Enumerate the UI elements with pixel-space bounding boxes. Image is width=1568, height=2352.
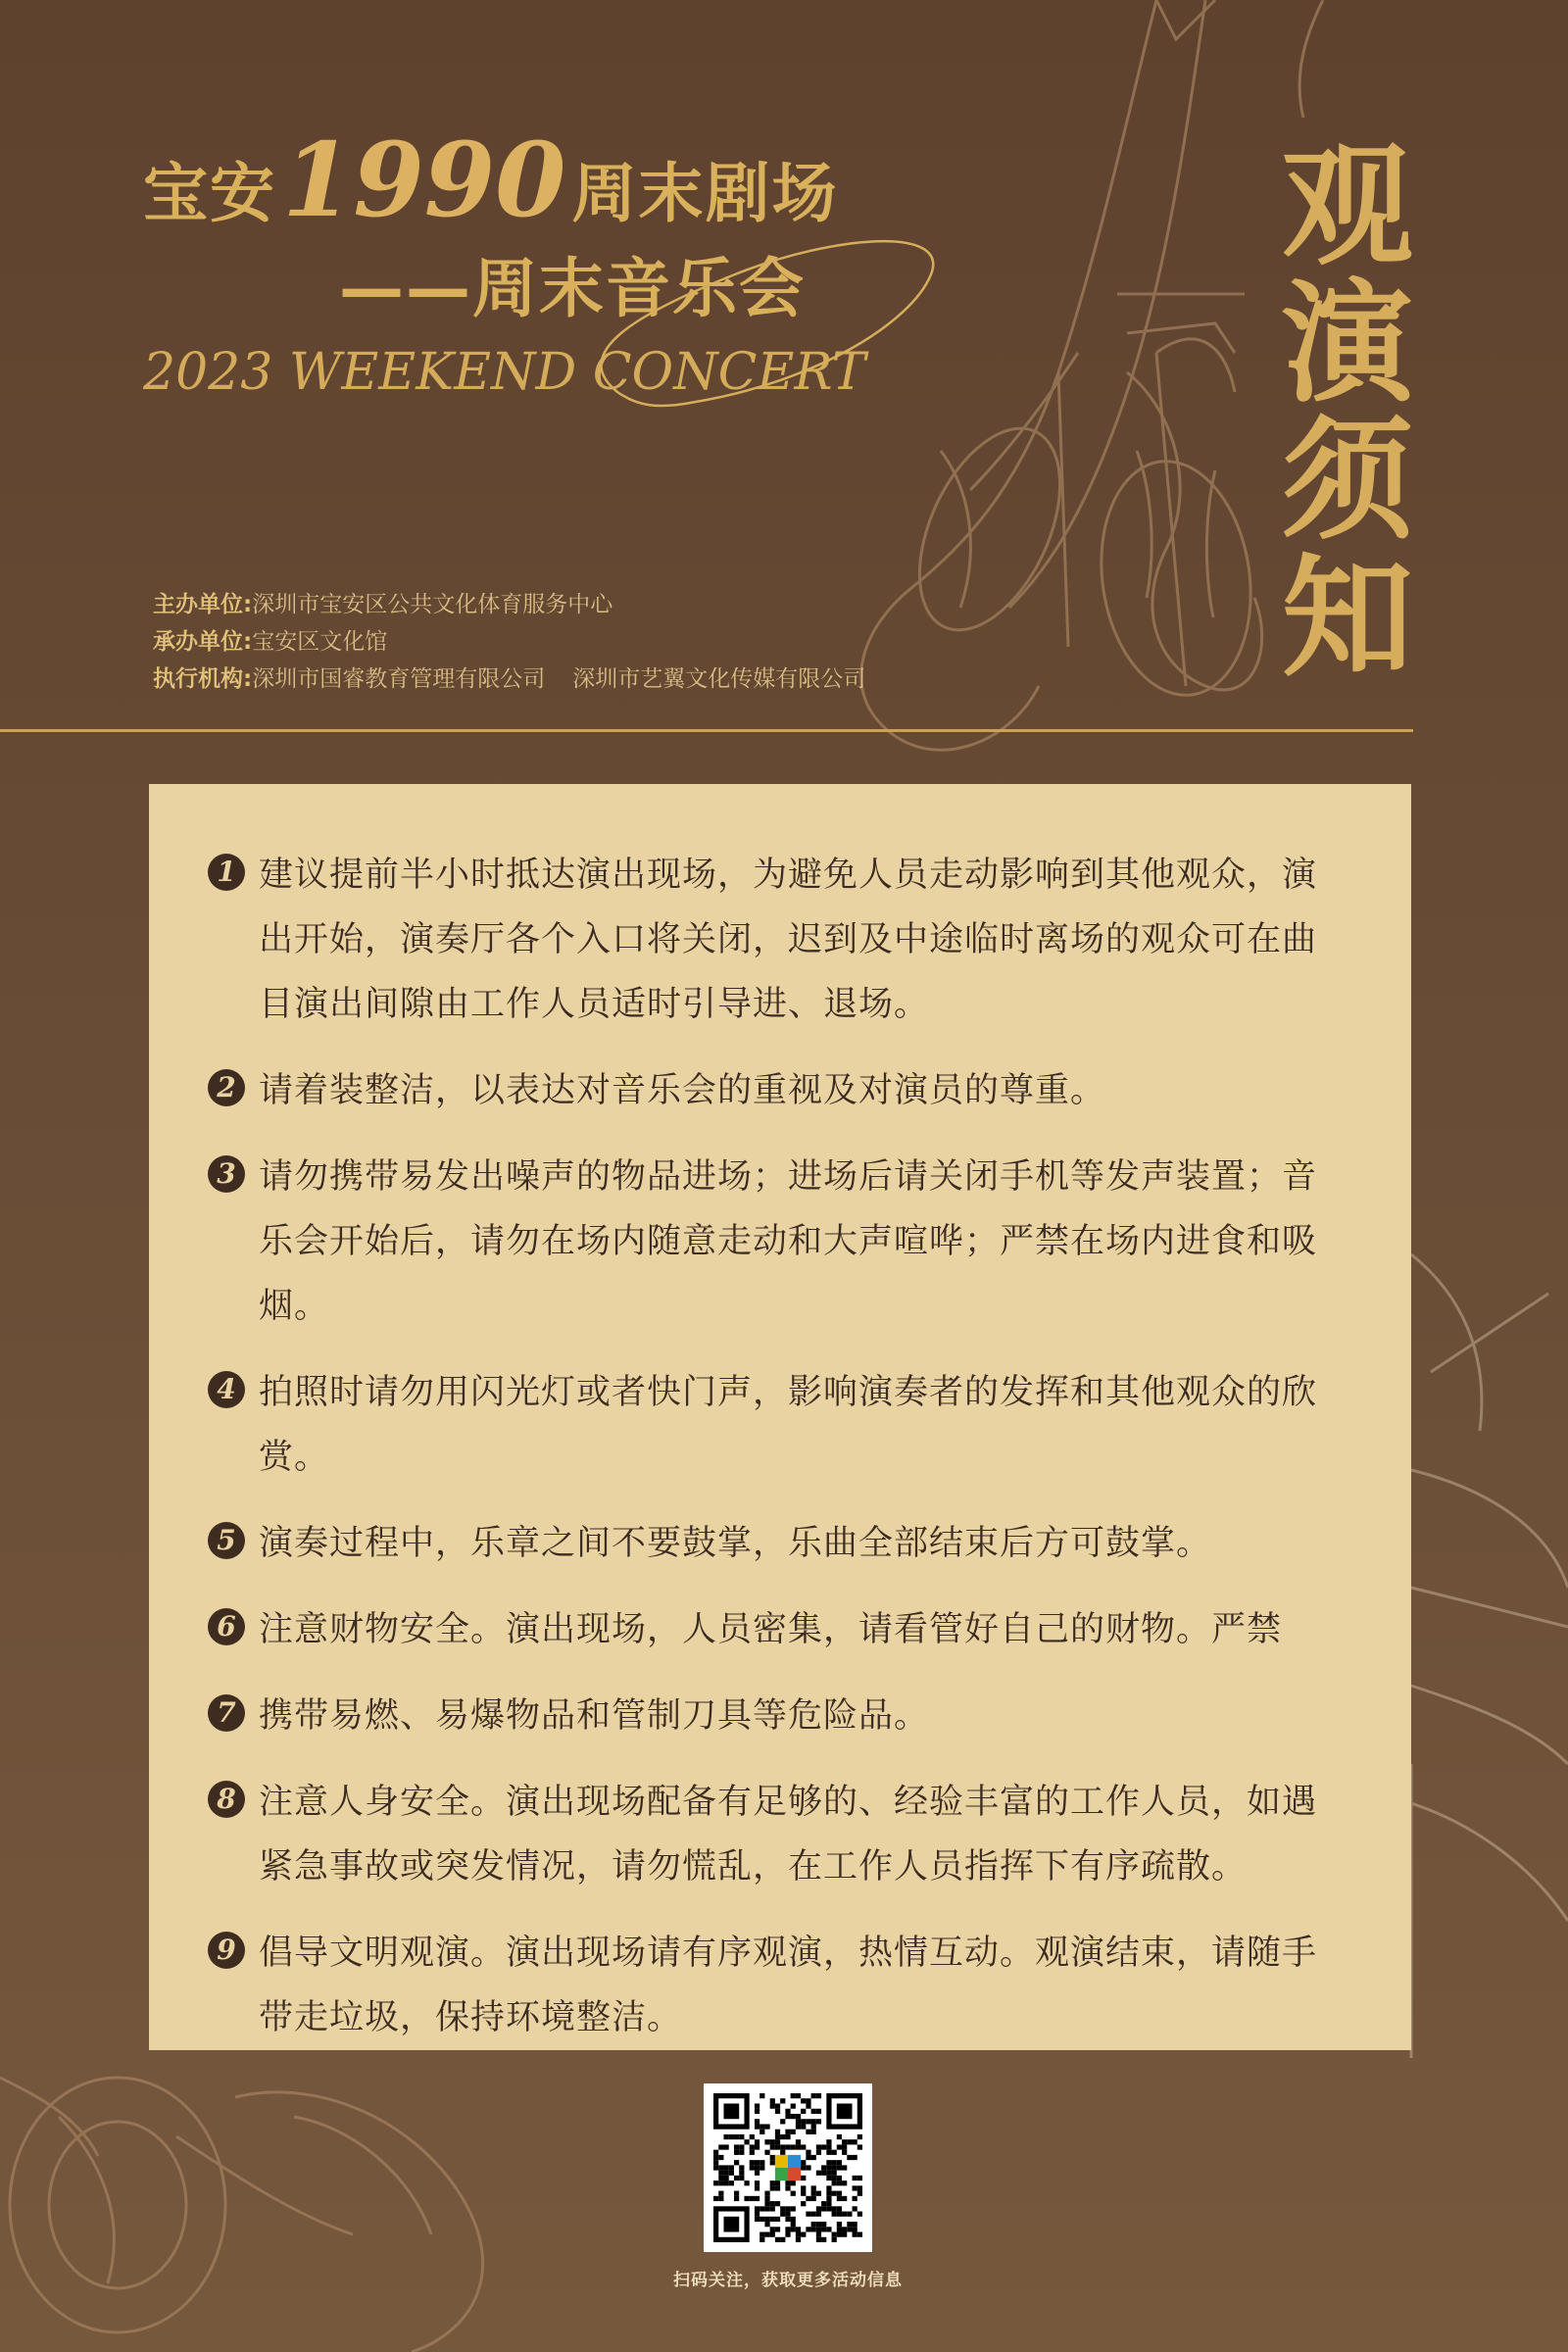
organizer-undertaker-value: 宝安区文化馆 — [252, 629, 388, 655]
rule-text: 倡导文明观演。演出现场请有序观演，热情互动。观演结束，请随手带走垃圾，保持环境整洁。 — [259, 1934, 1318, 2037]
organizer-undertaker — [153, 623, 865, 661]
title-subtitle: ——周末音乐会 — [339, 251, 806, 326]
rule-item — [208, 1597, 1352, 1662]
organizer-host-value: 深圳市宝安区公共文化体育服务中心 — [252, 592, 613, 617]
rule-number-badge: 5 — [208, 1522, 245, 1559]
rule-text: 注意人身安全。演出现场配备有足够的、经验丰富的工作人员，如遇紧急事故或突发情况，请勿慌乱，在工作人员指挥下有序疏散。 — [259, 1783, 1318, 1886]
rules-panel — [149, 784, 1411, 2050]
organizer-executor — [153, 661, 865, 698]
organizer-host-label: 主办单位: — [153, 592, 253, 617]
vertical-title-char: 须 — [1281, 403, 1413, 558]
rule-text: 演奏过程中，乐章之间不要鼓掌，乐曲全部结束后方可鼓掌。 — [259, 1524, 1212, 1563]
rule-text: 拍照时请勿用闪光灯或者快门声，影响演奏者的发挥和其他观众的欣赏。 — [259, 1373, 1318, 1477]
rule-item — [208, 1145, 1352, 1339]
title-line-main — [143, 120, 888, 240]
organizer-host — [153, 586, 865, 623]
organizer-executor-value-2: 深圳市艺翼文化传媒有限公司 — [572, 666, 866, 692]
rule-number-badge: 1 — [208, 854, 245, 891]
qr-code-icon[interactable] — [704, 2083, 872, 2252]
rule-item — [208, 1770, 1352, 1899]
rule-number-badge: 9 — [208, 1932, 245, 1969]
vertical-title-char: 演 — [1281, 266, 1413, 420]
concert-title — [143, 120, 888, 402]
vertical-title-char: 知 — [1281, 540, 1413, 695]
organizer-executor-label: 执行机构: — [153, 666, 253, 692]
organizer-undertaker-label: 承办单位: — [153, 629, 253, 655]
title-prefix: 宝安 — [143, 156, 276, 231]
rule-text: 注意财物安全。演出现场，人员密集，请看管好自己的财物。严禁 — [259, 1610, 1283, 1649]
rule-number-badge: 3 — [208, 1155, 245, 1193]
rule-text: 请勿携带易发出噪声的物品进场；进场后请关闭手机等发声装置；音乐会开始后，请勿在场内随意走动和大声喧哗；严禁在场内进食和吸烟。 — [259, 1157, 1318, 1326]
rule-item — [208, 1511, 1352, 1576]
organizer-executor-value-1: 深圳市国睿教育管理有限公司 — [252, 666, 546, 692]
rule-number-badge: 4 — [208, 1371, 245, 1408]
rule-number-badge: 7 — [208, 1694, 245, 1732]
rule-text: 建议提前半小时抵达演出现场，为避免人员走动影响到其他观众，演出开始，演奏厅各个入口将关闭，迟到及中途临时离场的观众可在曲目演出间隙由工作人员适时引导进、退场。 — [259, 856, 1318, 1024]
qr-code-pattern — [713, 2093, 862, 2242]
rule-text: 请着装整洁，以表达对音乐会的重视及对演员的尊重。 — [259, 1071, 1106, 1110]
organizer-list — [153, 586, 865, 698]
rule-number-badge: 6 — [208, 1608, 245, 1645]
rule-number-badge: 8 — [208, 1781, 245, 1818]
rule-item — [208, 1360, 1352, 1490]
title-number: 1990 — [282, 120, 566, 240]
vertical-title-audience-notice — [1274, 128, 1421, 695]
rule-text: 携带易燃、易爆物品和管制刀具等危险品。 — [259, 1696, 930, 1736]
qr-caption: 扫码关注，获取更多活动信息 — [673, 2271, 903, 2290]
title-english: 2023 WEEKEND CONCERT — [143, 343, 866, 402]
rule-item — [208, 1058, 1352, 1123]
rule-item — [208, 1684, 1352, 1748]
rule-item — [208, 843, 1352, 1037]
header-divider — [0, 729, 1413, 732]
title-suffix: 周末剧场 — [571, 156, 839, 231]
vertical-title-char: 观 — [1281, 128, 1413, 283]
rule-item — [208, 1921, 1352, 2050]
rule-number-badge: 2 — [208, 1069, 245, 1106]
